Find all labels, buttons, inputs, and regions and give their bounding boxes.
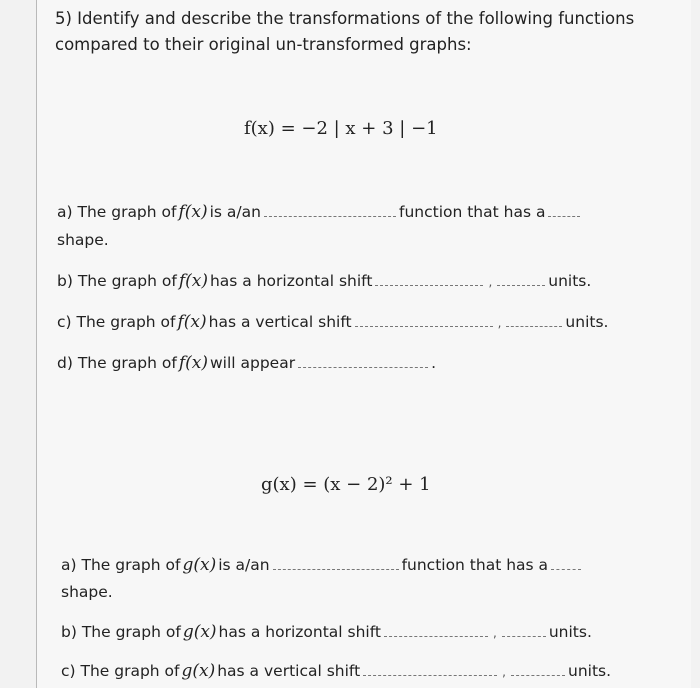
f-a-mid: is a/an — [209, 203, 261, 221]
f-part-b — [57, 271, 591, 291]
g-a-mid: is a/an — [218, 556, 270, 574]
f-b-comma: , — [488, 275, 493, 289]
g-b-gx: g(x) — [182, 622, 217, 642]
g-a-wrap-text: shape. — [61, 583, 113, 601]
f-b-direction-blank[interactable] — [375, 273, 483, 286]
f-c-fx: f(x) — [177, 312, 207, 332]
f-a-fx: f(x) — [178, 202, 208, 222]
f-d-appear-blank[interactable] — [298, 355, 428, 368]
g-b-end: units. — [548, 623, 592, 641]
g-part-a — [61, 555, 584, 575]
g-b-units-blank[interactable] — [502, 624, 546, 637]
f-a-after: function that has a — [398, 203, 546, 221]
f-c-prefix: c) The graph of — [57, 313, 176, 331]
g-c-comma: , — [502, 665, 506, 679]
f-part-d — [57, 353, 436, 373]
f-d-fx: f(x) — [178, 353, 208, 373]
g-a-function-blank[interactable] — [273, 557, 399, 570]
g-b-prefix: b) The graph of — [61, 623, 181, 641]
g-equation — [261, 474, 431, 495]
f-a-wrap-text: shape. — [57, 231, 109, 249]
f-c-mid: has a vertical shift — [208, 313, 352, 331]
f-equation-lhs: f(x) = — [244, 118, 302, 139]
g-c-prefix: c) The graph of — [61, 662, 180, 680]
g-equation-rhs: (x − 2)² + 1 — [323, 474, 431, 495]
f-a-function-blank[interactable] — [264, 204, 396, 217]
g-a-prefix: a) The graph of — [61, 556, 181, 574]
f-a-prefix: a) The graph of — [57, 203, 177, 221]
g-c-units-blank[interactable] — [511, 663, 565, 676]
f-b-units-blank[interactable] — [497, 273, 545, 286]
f-part-c — [57, 312, 608, 332]
f-equation-rhs: −2 | x + 3 | −1 — [301, 118, 438, 139]
f-b-prefix: b) The graph of — [57, 272, 177, 290]
f-c-direction-blank[interactable] — [355, 314, 493, 327]
g-c-mid: has a vertical shift — [217, 662, 361, 680]
g-c-end: units. — [568, 662, 612, 680]
worksheet-page — [36, 0, 691, 688]
f-d-end: . — [431, 354, 437, 372]
g-b-comma: , — [493, 626, 497, 640]
f-d-prefix: d) The graph of — [57, 354, 177, 372]
f-c-end: units. — [565, 313, 609, 331]
f-d-mid: will appear — [209, 354, 296, 372]
f-a-shape-blank[interactable] — [548, 204, 580, 217]
f-b-mid: has a horizontal shift — [209, 272, 373, 290]
g-a-after: function that has a — [401, 556, 549, 574]
f-equation — [244, 118, 438, 139]
g-c-direction-blank[interactable] — [363, 663, 497, 676]
g-part-b — [61, 622, 592, 642]
g-c-gx: g(x) — [181, 661, 216, 681]
g-a-gx: g(x) — [182, 555, 217, 575]
g-b-mid: has a horizontal shift — [218, 623, 382, 641]
g-equation-lhs: g(x) = — [261, 474, 324, 495]
f-c-units-blank[interactable] — [506, 314, 562, 327]
f-part-a — [57, 202, 583, 222]
f-a-wrap — [57, 231, 109, 249]
g-a-shape-blank[interactable] — [551, 557, 581, 570]
g-a-wrap — [61, 583, 113, 601]
f-b-end: units. — [548, 272, 592, 290]
f-c-comma: , — [497, 316, 502, 330]
question-title: 5) Identify and describe the transformations of the following functions compared to their original un-transformed graphs: — [55, 9, 635, 54]
f-b-fx: f(x) — [178, 271, 208, 291]
g-b-direction-blank[interactable] — [384, 624, 488, 637]
g-part-c — [61, 661, 611, 681]
